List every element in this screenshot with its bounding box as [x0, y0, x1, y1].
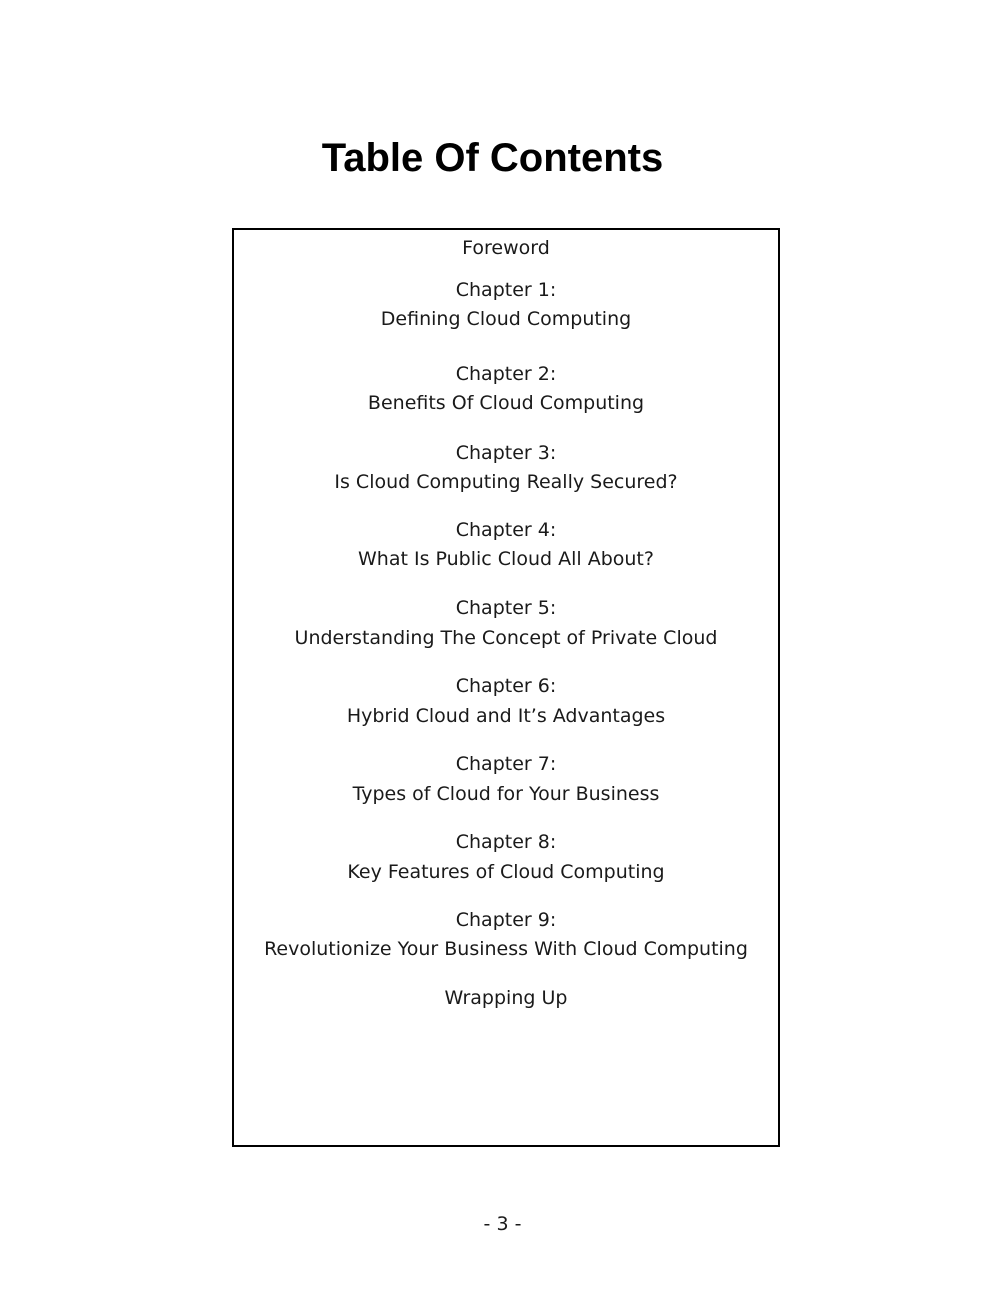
toc-chapter-3-title[interactable]: Is Cloud Computing Really Secured?	[334, 471, 678, 493]
toc-chapter-4-label[interactable]: Chapter 4:	[455, 519, 557, 541]
table-of-contents	[232, 228, 780, 1147]
toc-chapter-9-label[interactable]: Chapter 9:	[455, 909, 557, 931]
toc-chapter-9-title[interactable]: Revolutionize Your Business With Cloud Computing	[264, 938, 748, 960]
toc-chapter-6-title[interactable]: Hybrid Cloud and It’s Advantages	[346, 705, 666, 727]
toc-chapter-7-label[interactable]: Chapter 7:	[455, 753, 557, 775]
toc-chapter-1-label[interactable]: Chapter 1:	[455, 279, 557, 301]
toc-chapter-4-title[interactable]: What Is Public Cloud All About?	[358, 548, 654, 570]
toc-chapter-8-label[interactable]: Chapter 8:	[455, 831, 557, 853]
page-title: Table Of Contents	[321, 136, 664, 180]
toc-chapter-6-label[interactable]: Chapter 6:	[455, 675, 557, 697]
toc-wrapping-up[interactable]: Wrapping Up	[444, 987, 568, 1009]
toc-chapter-2-label[interactable]: Chapter 2:	[455, 363, 557, 385]
toc-chapter-5-label[interactable]: Chapter 5:	[455, 597, 557, 619]
toc-chapter-7-title[interactable]: Types of Cloud for Your Business	[352, 783, 660, 805]
toc-foreword[interactable]: Foreword	[462, 237, 550, 259]
toc-chapter-3-label[interactable]: Chapter 3:	[455, 442, 557, 464]
toc-chapter-1-title[interactable]: Defining Cloud Computing	[380, 308, 632, 330]
toc-chapter-2-title[interactable]: Benefits Of Cloud Computing	[367, 392, 645, 414]
toc-chapter-8-title[interactable]: Key Features of Cloud Computing	[347, 861, 665, 883]
page-number: - 3 -	[483, 1213, 522, 1235]
toc-chapter-5-title[interactable]: Understanding The Concept of Private Cloud	[294, 627, 718, 649]
